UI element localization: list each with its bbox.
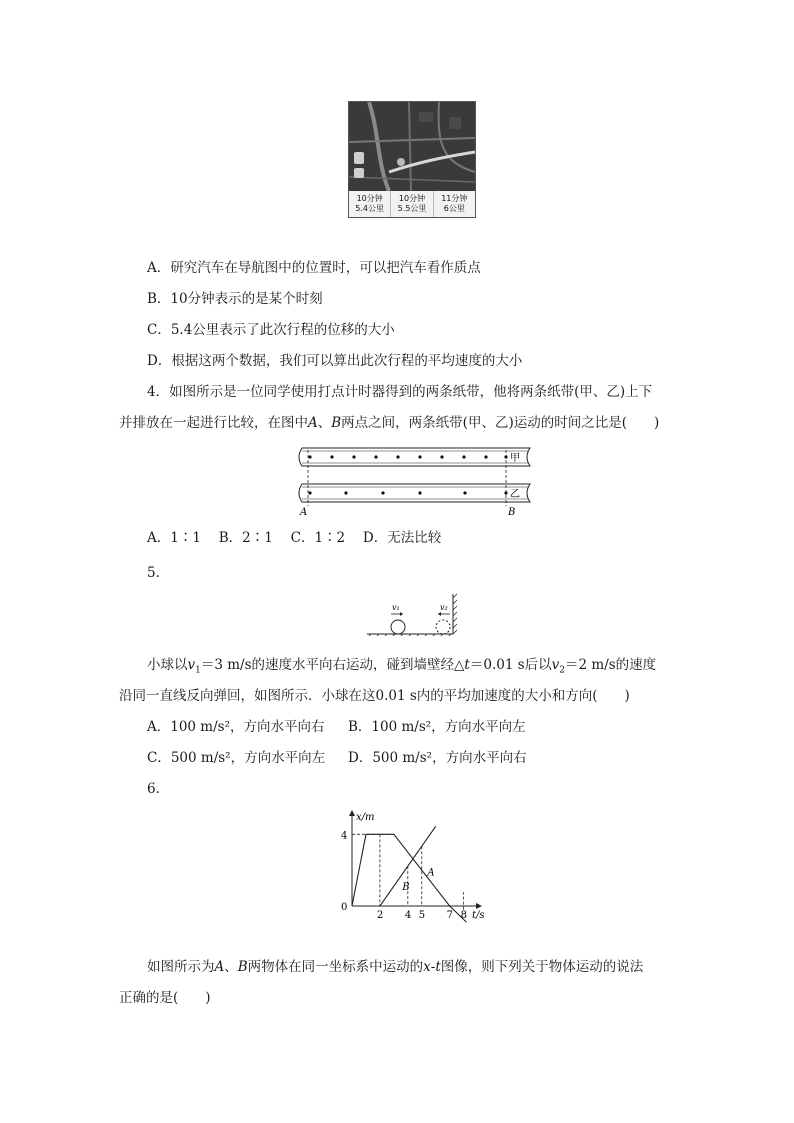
- tape-yi-dots: [308, 491, 507, 494]
- q5-option-d: D．500 m/s²，方向水平向右: [348, 750, 527, 766]
- x-tick-label: 7: [446, 910, 454, 921]
- map-roads: [349, 102, 475, 191]
- q5-stem-line1: 小球以$v_1=3$ m/s的速度水平向右运动，碰到墙壁经△t＝0.01 s后以$v_2=2$ m/s的速度: [147, 657, 657, 676]
- ball: [391, 620, 405, 634]
- label-a: A: [300, 507, 308, 517]
- q5-stem-line2: 沿同一直线反向弹回，如图所示．小球在这0.01 s内的平均加速度的大小和方向( ): [119, 688, 630, 704]
- q6-stem-line1: 如图所示为A、B两物体在同一坐标系中运动的x-t图像，则下列关于物体运动的说法: [147, 959, 644, 975]
- route-option: 11分钟 6公里: [441, 194, 468, 213]
- q6-number: 6.: [147, 781, 160, 797]
- ball-rebound: [436, 620, 450, 634]
- label-b: B: [508, 507, 516, 517]
- q6-stem-line2: 正确的是( ): [119, 990, 211, 1006]
- y-tick-label: 4: [341, 830, 348, 842]
- x-tick-label: 8: [460, 910, 468, 921]
- x-tick-label: 5: [418, 910, 426, 921]
- label-yi: 乙: [510, 489, 520, 500]
- tape-jia-dots: [308, 455, 507, 458]
- series-a-line: [352, 834, 466, 922]
- origin-label: 0: [341, 902, 348, 913]
- ball-wall-figure: [365, 590, 465, 636]
- q4-options: A．1∶1 B．2∶1 C．1∶2 D．无法比较: [147, 530, 442, 546]
- q5-option-a: A．100 m/s²，方向水平向右: [147, 719, 325, 735]
- xt-graph: [330, 810, 490, 940]
- q4-stem-line1: 4．如图所示是一位同学使用打点计时器得到的两条纸带，他将两条纸带(甲、乙)上下: [147, 384, 653, 400]
- navigation-map-image: [348, 101, 476, 218]
- v2-label: v₂: [440, 603, 448, 612]
- y-axis-label: x/m: [356, 812, 375, 823]
- route-option: 10分钟 5.4公里: [349, 191, 391, 217]
- q4-stem-line2: 并排放在一起进行比较，在图中A、B两点之间，两条纸带(甲、乙)运动的时间之比是( ): [119, 415, 660, 431]
- series-a-label: A: [427, 867, 435, 879]
- q3-option-d: D．根据这两个数据，我们可以算出此次行程的平均速度的大小: [147, 353, 523, 369]
- x-axis-arrow: [476, 903, 482, 909]
- route-options: [349, 191, 475, 217]
- y-axis-arrow: [349, 810, 355, 816]
- paper-tape-figure: [296, 442, 536, 517]
- route-option: 10分钟 5.5公里: [391, 191, 433, 217]
- series-b-label: B: [402, 881, 410, 893]
- x-tick-label: 4: [404, 910, 412, 921]
- q5-option-b: B．100 m/s²，方向水平向左: [348, 719, 526, 735]
- q3-option-b: B．10分钟表示的是某个时刻: [147, 291, 323, 307]
- x-axis-label: t/s: [472, 910, 485, 921]
- q3-option-a: A．研究汽车在导航图中的位置时，可以把汽车看作质点: [147, 260, 481, 276]
- q3-option-c: C．5.4公里表示了此次行程的位移的大小: [147, 322, 395, 338]
- q5-option-c: C．500 m/s²，方向水平向左: [147, 750, 326, 766]
- x-tick-label: 2: [376, 910, 384, 921]
- label-jia: 甲: [510, 453, 520, 464]
- q5-number: 5.: [147, 565, 160, 581]
- v1-label: v₁: [392, 603, 400, 612]
